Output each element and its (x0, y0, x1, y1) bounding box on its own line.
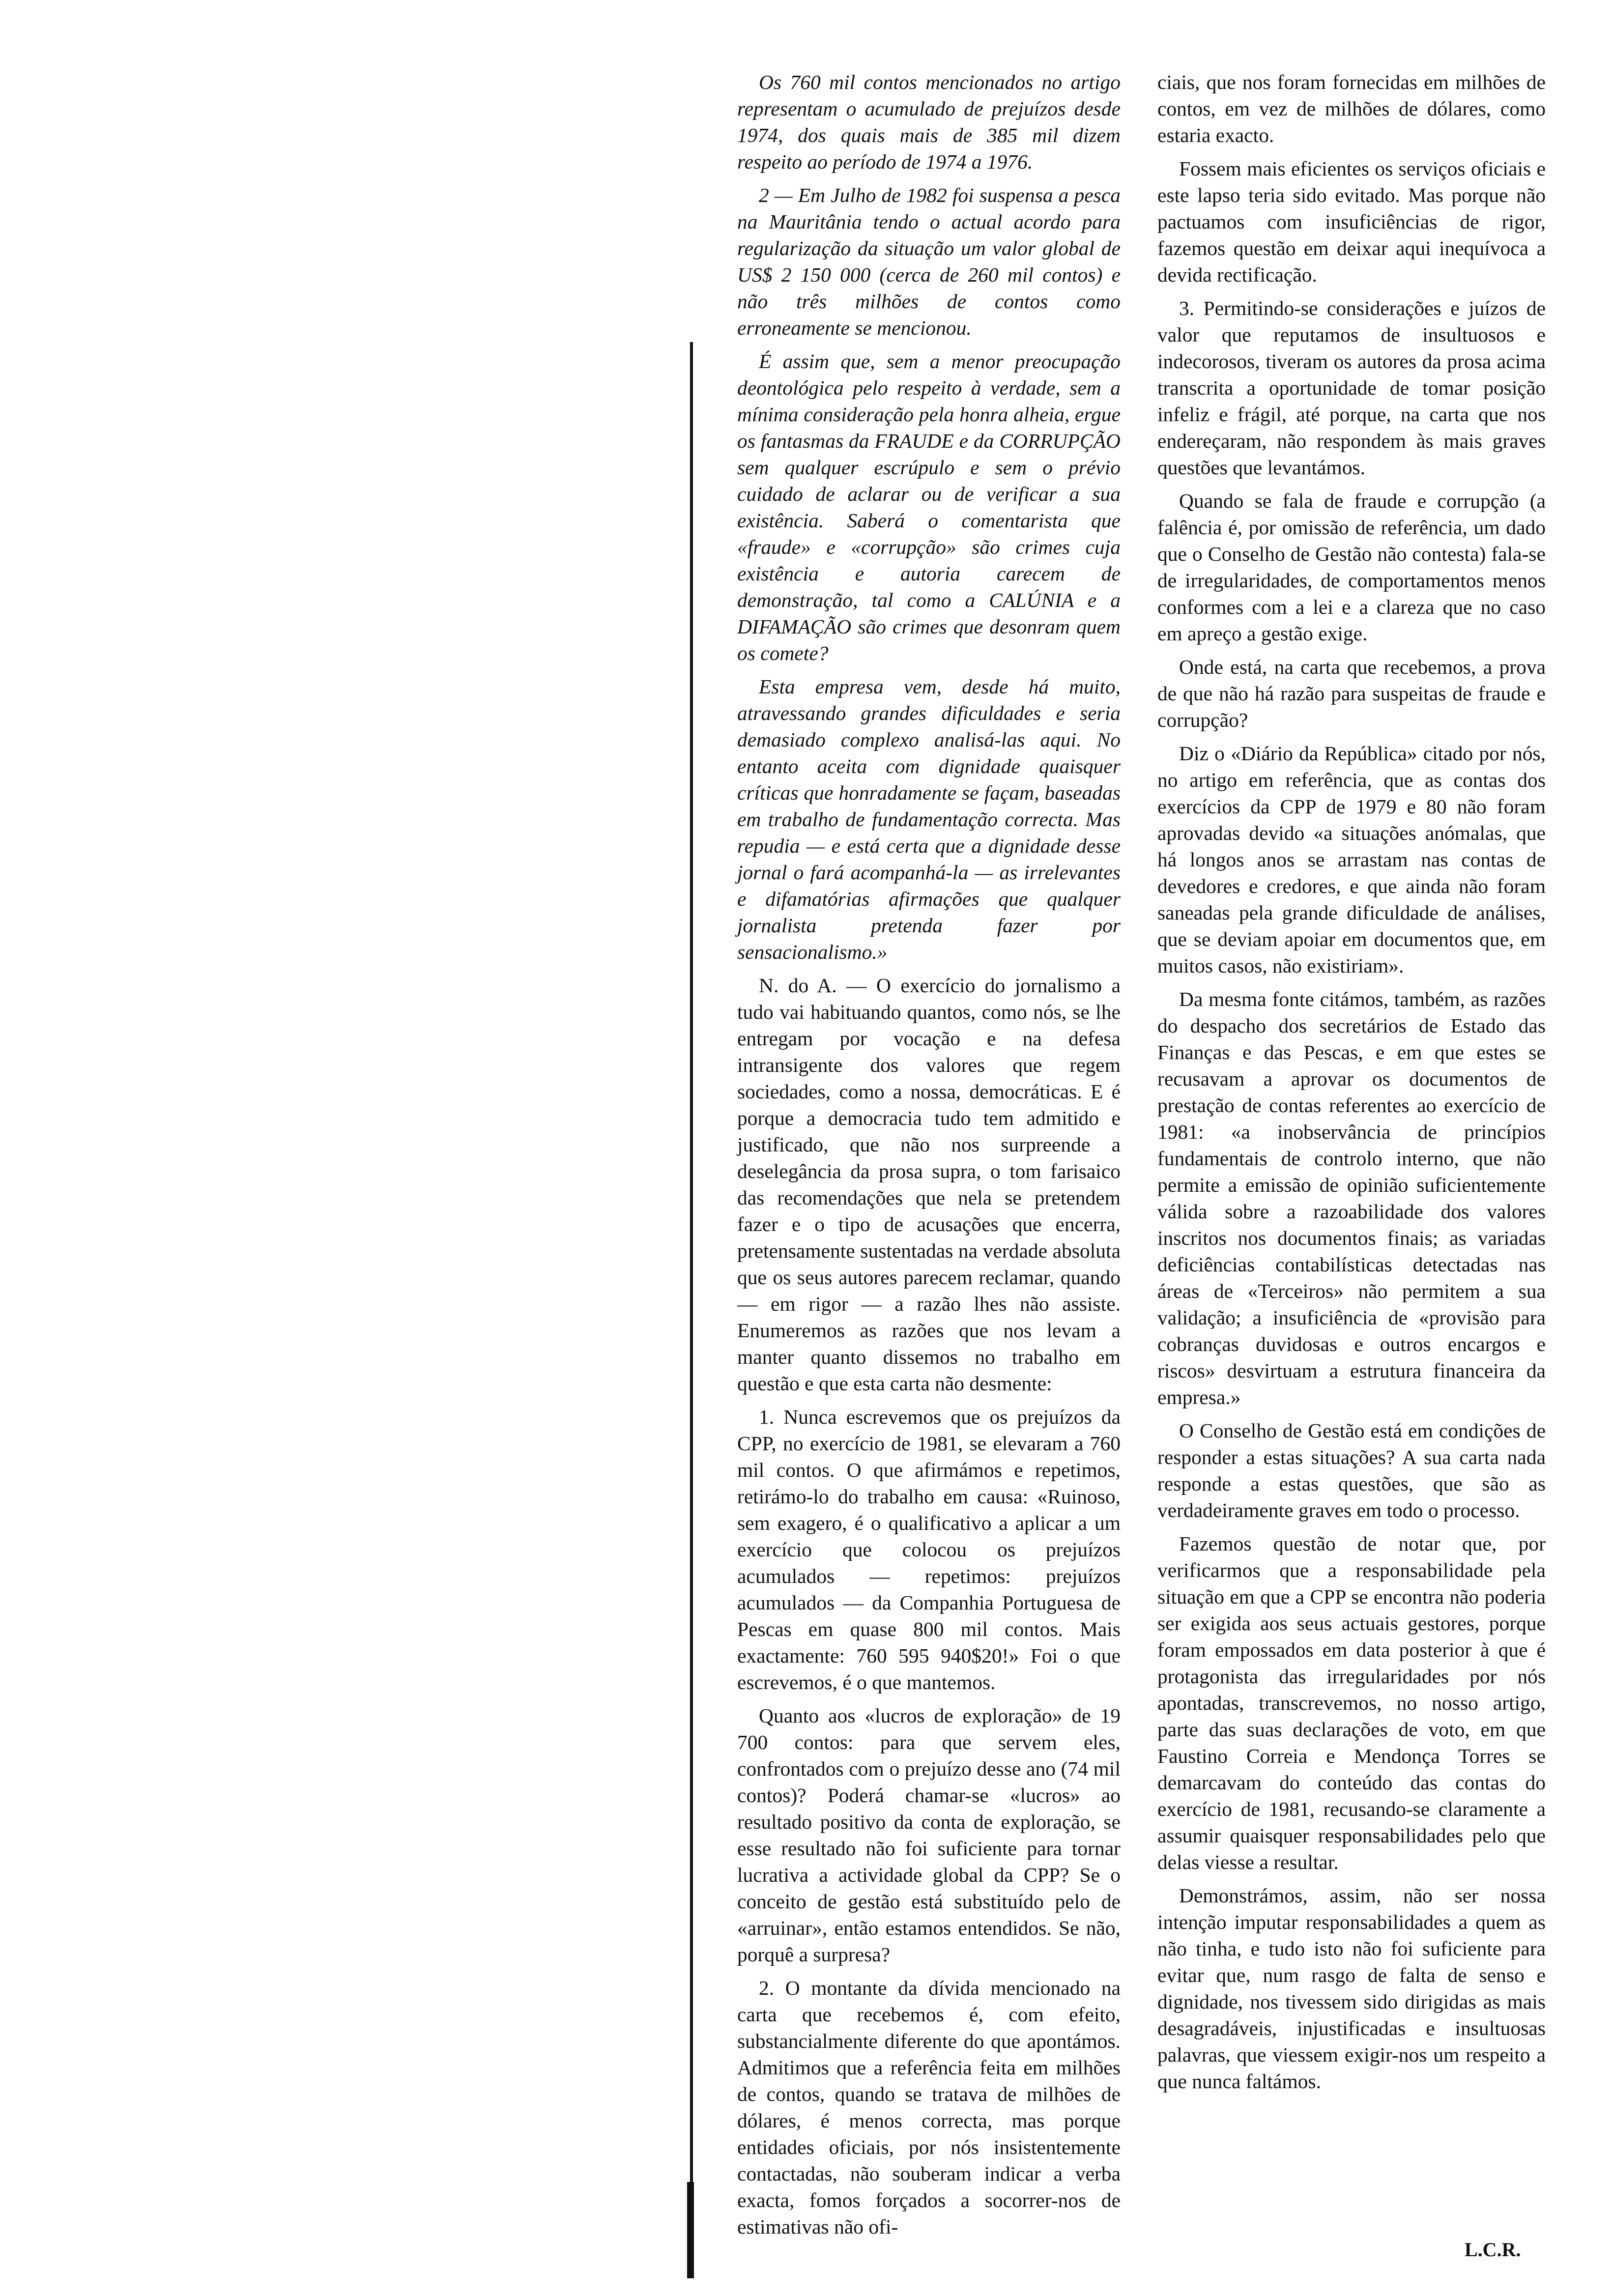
left-column (737, 69, 1121, 2247)
author-signature: L.C.R. (1465, 2239, 1521, 2261)
paragraph: 3. Permitindo-se considerações e juízos de valor que reputamos de insultuosos e indecorosos, tiveram os autores da prosa acima transcrita a oportunidade de tomar posição infeliz e frágil, até porque, na carta que nos endereçaram, não respondem às mais graves questões que levantámos. (1157, 297, 1546, 479)
paragraph: Da mesma fonte citámos, também, as razões do despacho dos secretários de Estado das Finanças e das Pescas, e em que estes se recusavam a aprovar os documentos de prestação de contas referentes ao exercício de 1981: «a inobservância de princípios fundamentais de controlo interno, que não permite a emissão de opinião suficientemente válida sobre a razoabilidade dos valores inscritos nos documentos finais; as variadas deficiências contabilísticas detectadas nas áreas de «Terceiros» não permitem a sua validação; a insuficiência de «provisão para cobranças duvidosas e outros encargos e riscos» desvirtuam a estrutura financeira da empresa.» (1157, 988, 1546, 1408)
column-rule-heavy (687, 2182, 694, 2278)
paragraph: 2 — Em Julho de 1982 foi suspensa a pesca na Mauritânia tendo o actual acordo para regularização da situação um valor global de US$ 2 150 000 (cerca de 260 mil contos) e não três milhões de contos como erroneamente se mencionou. (737, 184, 1121, 339)
paragraph: ciais, que nos foram fornecidas em milhões de contos, em vez de milhões de dólares, como estaria exacto. (1157, 71, 1546, 146)
paragraph: Esta empresa vem, desde há muito, atravessando grandes dificuldades e seria demasiado complexo analisá-las aqui. No entanto aceita com dignidade quaisquer críticas que honradamente se façam, baseadas em trabalho de fundamentação correcta. Mas repudia — e está certa que a dignidade desse jornal o fará acompanhá-la — as irrelevantes e difamatórias afirmações que qualquer jornalista pretenda fazer por sensacionalismo.» (737, 675, 1121, 963)
paragraph: Onde está, na carta que recebemos, a prova de que não há razão para suspeitas de fraude e corrupção? (1157, 656, 1546, 731)
paragraph: 1. Nunca escrevemos que os prejuízos da CPP, no exercício de 1981, se elevaram a 760 mil contos. O que afirmámos e repetimos, retirámo-lo do trabalho em causa: «Ruinoso, sem exagero, é o qualificativo a aplicar a um exercício que colocou os prejuízos acumulados — repetimos: prejuízos acumulados — da Companhia Portuguesa de Pescas em quase 800 mil contos. Mais exactamente: 760 595 940$20!» Foi o que escrevemos, é o que mantemos. (737, 1406, 1121, 1693)
paragraph: É assim que, sem a menor preocupação deontológica pelo respeito à verdade, sem a mínima consideração pela honra alheia, ergue os fantasmas da FRAUDE e da CORRUPÇÃO sem qualquer escrúpulo e sem o prévio cuidado de aclarar ou de verificar a sua existência. Saberá o comentarista que «fraude» e «corrupção» são crimes cuja existência e autoria carecem de demonstração, tal como a CALÚNIA e a DIFAMAÇÃO são crimes que desonram quem os comete? (737, 350, 1121, 664)
paragraph: Fazemos questão de notar que, por verificarmos que a responsabilidade pela situação em que a CPP se encontra não poderia ser exigida aos seus actuais gestores, porque foram empossados em data posterior à que é protagonista das irregularidades por nós apontadas, transcrevemos, no nosso artigo, parte das suas declarações de voto, em que Faustino Correia e Mendonça Torres se demarcavam do conteúdo das contas do exercício de 1981, recusando-se claramente a assumir quaisquer responsabilidades pelo que delas viesse a resultar. (1157, 1532, 1546, 1873)
paragraph: Quanto aos «lucros de exploração» de 19 700 contos: para que servem eles, confrontados com o prejuízo desse ano (74 mil contos)? Poderá chamar-se «lucros» ao resultado positivo da conta de exploração, se esse resultado não foi suficiente para tornar lucrativa a actividade global da CPP? Se o conceito de gestão está substituído pelo de «arruinar», então estamos entendidos. Se não, porquê a surpresa? (737, 1704, 1121, 1966)
paragraph: N. do A. — O exercício do jornalismo a tudo vai habituando quantos, como nós, se lhe entregam por vocação e na defesa intransigente dos valores que regem sociedades, como a nossa, democráticas. E é porque a democracia tudo tem admitido e justificado, que não nos surpreende a deselegância da prosa supra, o tom farisaico das recomendações que nela se pretendem fazer e o tipo de acusações que encerra, pretensamente sustentadas na verdade absoluta que os seus autores parecem reclamar, quando — em rigor — a razão lhes não assiste. Enumeremos as razões que nos levam a manter quanto dissemos no trabalho em questão e que esta carta não desmente: (737, 974, 1121, 1395)
paragraph: O Conselho de Gestão está em condições de responder a estas situações? A sua carta nada responde a estas questões, que são as verdadeiramente graves em todo o processo. (1157, 1419, 1546, 1521)
paragraph: Diz o «Diário da República» citado por nós, no artigo em referência, que as contas dos exercícios da CPP de 1979 e 80 não foram aprovadas devido «a situações anómalas, que há longos anos se arrastam nas contas de devedores e credores, e que ainda não foram saneadas pela grande dificuldade de análises, que se deviam apoiar em documentos que, em muitos casos, não existiriam». (1157, 742, 1546, 977)
paragraph: Demonstrámos, assim, não ser nossa intenção imputar responsabilidades a quem as não tinha, e tudo isto não foi suficiente para evitar que, num rasgo de falta de senso e dignidade, nos tivessem sido dirigidas as mais desagradáveis, injustificadas e insultuosas palavras, que viessem exigir-nos um respeito a que nunca faltámos. (1157, 1884, 1546, 2093)
column-rule (690, 342, 693, 2254)
paragraph: Quando se fala de fraude e corrupção (a falência é, por omissão de referência, um dado que o Conselho de Gestão não contesta) fala-se de irregularidades, de comportamentos menos conformes com a lei e a clareza que no caso em apreço a gestão exige. (1157, 489, 1546, 645)
paragraph: Os 760 mil contos mencionados no artigo representam o acumulado de prejuízos desde 1974, dos quais mais de 385 mil dizem respeito ao período de 1974 a 1976. (737, 71, 1121, 173)
paragraph: Fossem mais eficientes os serviços oficiais e este lapso teria sido evitado. Mas porque não pactuamos com insuficiências de rigor, fazemos questão em deixar aqui inequívoca a devida rectificação. (1157, 157, 1546, 286)
paragraph: 2. O montante da dívida mencionado na carta que recebemos é, com efeito, substancialmente diferente do que apontámos. Admitimos que a referência feita em milhões de contos, quando se tratava de milhões de dólares, é menos correcta, mas porque entidades oficiais, por nós insistentemente contactadas, não souberam indicar a verba exacta, fomos forçados a socorrer-nos de estimativas não ofi- (737, 1977, 1121, 2238)
right-column (1157, 69, 1546, 2101)
